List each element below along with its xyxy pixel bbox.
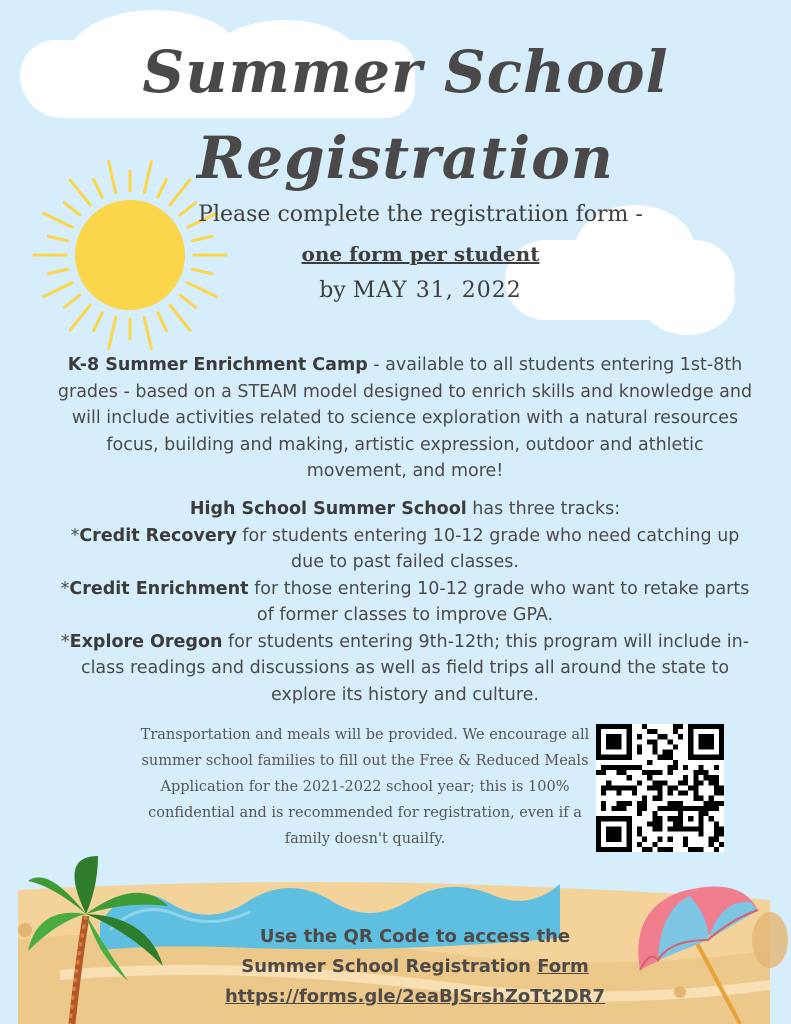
- high-school-intro: [55, 496, 755, 523]
- page-title-line2: Registration: [197, 124, 614, 192]
- track-text: for students entering 10-12 grade who need catching up due to past failed classes.: [236, 525, 740, 572]
- high-school-intro-text: has three tracks:: [466, 499, 621, 519]
- track-text: for students entering 9th-12th; this program will include in-class readings and discussions as well as field trips all around the state to explore its history and culture.: [80, 631, 750, 705]
- track-name: Explore Oregon: [69, 631, 223, 652]
- track-name: Credit Enrichment: [69, 578, 249, 599]
- track-bullet: *: [60, 631, 70, 652]
- palm-tree-icon: [28, 856, 178, 1024]
- sun-ray: [170, 305, 190, 330]
- per-student-note: one form per student: [301, 242, 540, 266]
- camp-text: - available to all students entering 1st-8th grades - based on a STEAM model designed to enrich skills and knowledge and will include activities related to science exploration with a natural resources focus, building and making, artistic expression, outdoor and athletic movement, and more!: [57, 355, 753, 481]
- cta-form-line: [190, 956, 640, 977]
- sun-ray: [48, 269, 67, 273]
- form-link[interactable]: Form: [537, 956, 589, 977]
- sun-ray: [192, 236, 211, 240]
- beach-umbrella-icon: [630, 880, 770, 1024]
- track-bullet: *: [70, 525, 80, 546]
- cta-form-prefix: Summer School Registration: [241, 956, 538, 977]
- page-title-line1: Summer School: [142, 38, 669, 106]
- deadline-date: MAY 31, 2022: [352, 278, 522, 303]
- sun-ray: [70, 305, 90, 330]
- cta-line: Use the QR Code to access the: [259, 926, 571, 947]
- sun-ray: [109, 317, 116, 348]
- camp-description: [55, 352, 755, 485]
- sun-ray: [144, 317, 151, 348]
- qr-code-icon[interactable]: [596, 724, 724, 852]
- track-bullet: *: [60, 578, 70, 599]
- instruction-line: Please complete the registratiion form -: [198, 202, 643, 227]
- registration-url-link[interactable]: https://forms.gle/2eaBJSrshZoTt2DR7: [224, 986, 605, 1007]
- track-text: for those entering 10-12 grade who want to retake parts of former classes to improve GPA.: [248, 578, 750, 625]
- sun-ray: [94, 313, 103, 331]
- camp-heading: K-8 Summer Enrichment Camp: [67, 355, 368, 375]
- sun-ray: [158, 313, 167, 331]
- track-credit-recovery: [55, 523, 755, 576]
- high-school-heading: High School Summer School: [189, 499, 467, 519]
- deadline-prefix: by: [319, 278, 353, 303]
- meals-notice: Transportation and meals will be provided. We encourage all summer school families to fill out the Free & Reduced Meals Application for the 2021-2022 school year; this is 100% confidential and is recommended for registration, even if a family doesn't quailfy.: [140, 727, 590, 847]
- sun-ray: [48, 236, 67, 240]
- deadline: [25, 278, 791, 303]
- high-school-description: [55, 496, 755, 708]
- sun-ray: [192, 269, 211, 273]
- track-name: Credit Recovery: [79, 525, 237, 546]
- track-explore-oregon: [55, 629, 755, 709]
- track-credit-enrichment: [55, 576, 755, 629]
